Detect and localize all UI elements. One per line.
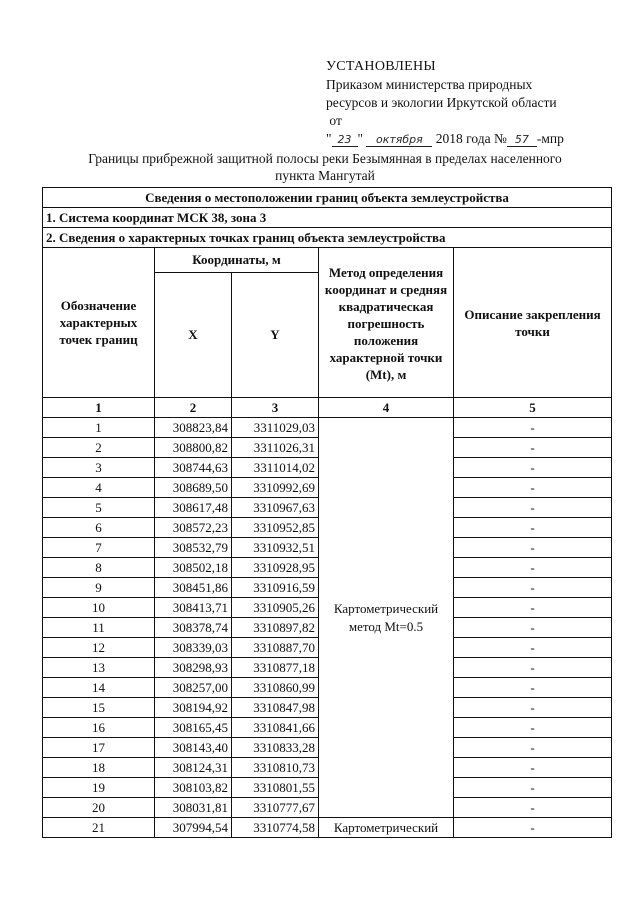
point-description: -	[454, 418, 612, 438]
coord-y: 3310905,26	[232, 598, 319, 618]
point-number: 14	[43, 678, 155, 698]
coord-x: 308617,48	[155, 498, 232, 518]
coord-x: 308378,74	[155, 618, 232, 638]
point-description: -	[454, 718, 612, 738]
point-number: 15	[43, 698, 155, 718]
coord-y: 3310777,67	[232, 798, 319, 818]
coord-x: 308103,82	[155, 778, 232, 798]
point-description: -	[454, 538, 612, 558]
coord-y: 3310928,95	[232, 558, 319, 578]
document-title-line-1: Границы прибрежной защитной полосы реки Безымянная в пределах населенного	[88, 151, 562, 166]
coord-x: 308413,71	[155, 598, 232, 618]
coord-x: 308502,18	[155, 558, 232, 578]
quote-close: "	[357, 131, 364, 146]
approval-from-label: от	[329, 113, 342, 128]
method-cell-partial: Картометрический	[319, 818, 454, 838]
point-description: -	[454, 478, 612, 498]
coord-y: 3310801,55	[232, 778, 319, 798]
coord-y: 3310841,66	[232, 718, 319, 738]
table-row	[43, 818, 612, 838]
point-description: -	[454, 518, 612, 538]
point-description: -	[454, 558, 612, 578]
header-method: Метод определения координат и средняя квадратическая погрешность положения характерной точки (Mt), м	[319, 248, 454, 398]
coord-y: 3310860,99	[232, 678, 319, 698]
coord-y: 3310992,69	[232, 478, 319, 498]
coord-x: 307994,54	[155, 818, 232, 838]
coord-x: 308143,40	[155, 738, 232, 758]
point-number: 12	[43, 638, 155, 658]
point-description: -	[454, 818, 612, 838]
point-description: -	[454, 598, 612, 618]
header-y: Y	[232, 273, 319, 398]
coord-y: 3310952,85	[232, 518, 319, 538]
header-x: X	[155, 273, 232, 398]
coord-y: 3310916,59	[232, 578, 319, 598]
point-number: 5	[43, 498, 155, 518]
approval-line-2: ресурсов и экологии Иркутской области	[326, 95, 557, 110]
coord-x: 308165,45	[155, 718, 232, 738]
points-title: 2. Сведения о характерных точках границ объекта землеустройства	[43, 228, 612, 248]
coord-y: 3310774,58	[232, 818, 319, 838]
point-number: 6	[43, 518, 155, 538]
quote-open: "	[326, 131, 332, 146]
coord-y: 3310877,18	[232, 658, 319, 678]
point-description: -	[454, 798, 612, 818]
point-description: -	[454, 618, 612, 638]
point-number: 13	[43, 658, 155, 678]
point-description: -	[454, 638, 612, 658]
header-designation: Обозначение характерных точек границ	[43, 248, 155, 398]
coord-x: 308572,23	[155, 518, 232, 538]
col-number-5: 5	[454, 398, 612, 418]
point-description: -	[454, 698, 612, 718]
coord-y: 3311014,02	[232, 458, 319, 478]
coord-x: 308031,81	[155, 798, 232, 818]
coord-y: 3310810,73	[232, 758, 319, 778]
point-number: 2	[43, 438, 155, 458]
points-title-row	[43, 228, 612, 248]
point-description: -	[454, 498, 612, 518]
point-number: 19	[43, 778, 155, 798]
table-row	[43, 418, 612, 438]
point-description: -	[454, 758, 612, 778]
approval-from	[326, 112, 564, 130]
coord-x: 308689,50	[155, 478, 232, 498]
point-number: 4	[43, 478, 155, 498]
point-description: -	[454, 658, 612, 678]
header-row-1	[43, 248, 612, 273]
coord-system-text: 1. Система координат МСК 38, зона 3	[46, 209, 267, 225]
col-number-1: 1	[43, 398, 155, 418]
handwritten-day: 23	[332, 133, 358, 147]
approval-date-line	[326, 130, 564, 148]
coord-y: 3311029,03	[232, 418, 319, 438]
coord-y: 3311026,31	[232, 438, 319, 458]
point-number: 7	[43, 538, 155, 558]
point-number: 1	[43, 418, 155, 438]
point-number: 16	[43, 718, 155, 738]
coord-y: 3310833,28	[232, 738, 319, 758]
col-number-4: 4	[319, 398, 454, 418]
approval-title: УСТАНОВЛЕНЫ	[326, 59, 436, 74]
coord-system	[43, 208, 612, 228]
column-numbers-row	[43, 398, 612, 418]
approval-block	[326, 58, 564, 148]
coord-x: 308823,84	[155, 418, 232, 438]
boundary-points-table	[42, 187, 612, 838]
coord-y: 3310847,98	[232, 698, 319, 718]
coord-x: 308451,86	[155, 578, 232, 598]
point-description: -	[454, 738, 612, 758]
coord-y: 3310887,70	[232, 638, 319, 658]
point-description: -	[454, 578, 612, 598]
point-number: 17	[43, 738, 155, 758]
document-title-line-2: пункта Мангутай	[275, 168, 375, 183]
section-title: Сведения о местоположении границ объекта землеустройства	[43, 188, 612, 208]
coord-y: 3310967,63	[232, 498, 319, 518]
point-number: 11	[43, 618, 155, 638]
header-description: Описание закрепления точки	[454, 248, 612, 398]
point-description: -	[454, 778, 612, 798]
coord-x: 308194,92	[155, 698, 232, 718]
point-number: 18	[43, 758, 155, 778]
point-number: 8	[43, 558, 155, 578]
point-number: 3	[43, 458, 155, 478]
point-number: 10	[43, 598, 155, 618]
coord-x: 308257,00	[155, 678, 232, 698]
col-number-3: 3	[232, 398, 319, 418]
document-title	[40, 150, 610, 184]
coord-y: 3310897,82	[232, 618, 319, 638]
coord-x: 308800,82	[155, 438, 232, 458]
coord-x: 308744,63	[155, 458, 232, 478]
header-coords: Координаты, м	[155, 248, 319, 273]
coord-x: 308532,79	[155, 538, 232, 558]
handwritten-month: октября	[366, 133, 432, 147]
coord-x: 308339,03	[155, 638, 232, 658]
point-number: 20	[43, 798, 155, 818]
coord-system-row	[43, 208, 612, 228]
method-cell: Картометрический метод Mt=0.5	[319, 418, 454, 818]
col-number-2: 2	[155, 398, 232, 418]
point-description: -	[454, 458, 612, 478]
handwritten-number: 57	[507, 133, 537, 147]
coord-x: 308298,93	[155, 658, 232, 678]
coord-y: 3310932,51	[232, 538, 319, 558]
point-description: -	[454, 438, 612, 458]
approval-line-1: Приказом министерства природных	[326, 77, 533, 92]
approval-year-text: 2018 года №	[435, 131, 507, 146]
point-number: 9	[43, 578, 155, 598]
coord-x: 308124,31	[155, 758, 232, 778]
point-number: 21	[43, 818, 155, 838]
point-description: -	[454, 678, 612, 698]
approval-suffix: -мпр	[536, 131, 564, 146]
section-title-row	[43, 188, 612, 208]
